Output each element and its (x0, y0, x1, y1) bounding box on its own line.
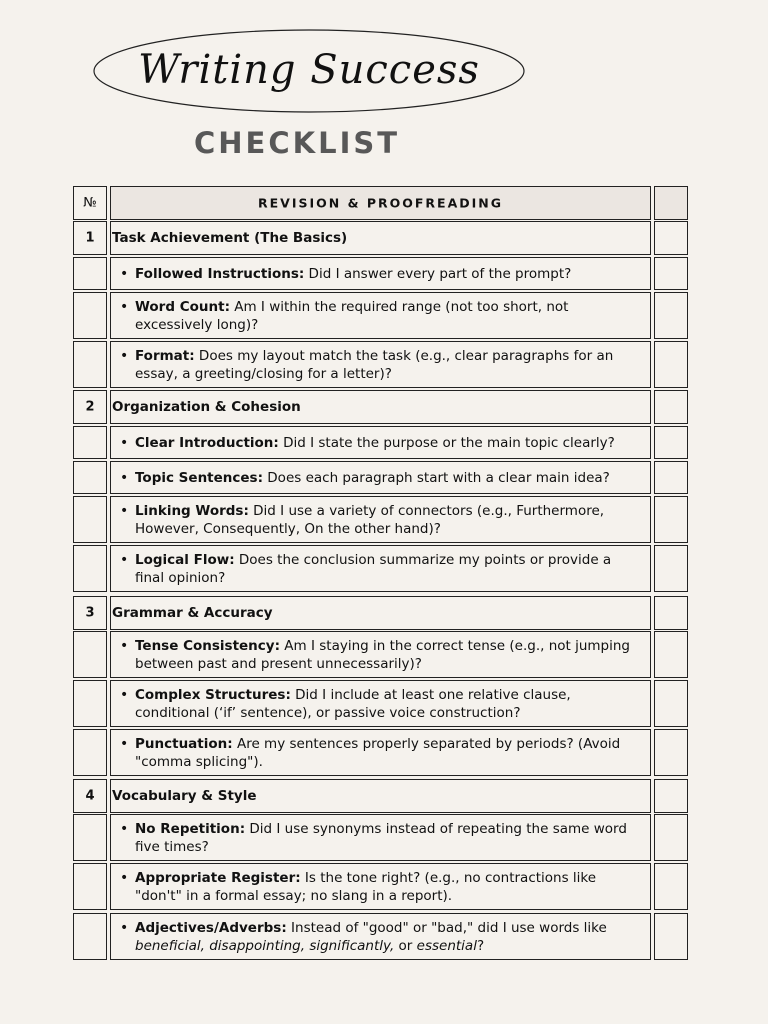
checklist-item (120, 686, 642, 722)
checkbox[interactable] (654, 680, 688, 727)
checkbox[interactable] (654, 341, 688, 388)
number-header: № (83, 195, 97, 211)
section-row (73, 221, 688, 255)
bullet-icon: • (120, 735, 129, 752)
checkbox[interactable] (654, 596, 688, 630)
item-term: Format: (135, 347, 195, 364)
item-text-cell (110, 341, 651, 388)
checkbox[interactable] (654, 779, 688, 813)
checkbox[interactable] (654, 631, 688, 678)
item-term: Logical Flow: (135, 551, 235, 568)
item-text-cell (110, 496, 651, 543)
item-number-cell (73, 814, 107, 861)
item-number-cell (73, 341, 107, 388)
item-term: Punctuation: (135, 735, 233, 752)
table-header-row (73, 186, 688, 220)
bullet-icon: • (120, 347, 129, 364)
item-term: Tense Consistency: (135, 637, 280, 654)
item-number-cell (73, 863, 107, 910)
item-text: Is the tone right? (e.g., no contractions like "don't" in a formal essay; no slang in a report). (135, 869, 597, 904)
checkbox[interactable] (654, 221, 688, 255)
checklist-item-row (73, 913, 688, 960)
item-text: Did I answer every part of the prompt? (304, 265, 572, 282)
bullet-icon: • (120, 919, 129, 936)
checkbox[interactable] (654, 496, 688, 543)
item-text-cell (110, 729, 651, 776)
item-text: Does each paragraph start with a clear main idea? (263, 469, 610, 486)
number-header-cell (73, 186, 107, 220)
item-number-cell (73, 545, 107, 592)
section-number: 1 (85, 230, 95, 246)
section-number-cell (73, 390, 107, 424)
item-text: Did I state the purpose or the main topic clearly? (278, 434, 615, 451)
item-number-cell (73, 913, 107, 960)
item-number-cell (73, 292, 107, 339)
bullet-icon: • (120, 869, 129, 886)
bullet-icon: • (120, 637, 129, 654)
checkbox[interactable] (654, 729, 688, 776)
checklist-item (120, 434, 642, 452)
bullet-icon: • (120, 265, 129, 282)
checkbox[interactable] (654, 814, 688, 861)
checklist-item-row (73, 545, 688, 592)
item-text: Am I within the required range (not too short, not excessively long)? (135, 298, 569, 333)
checklist-item (120, 469, 642, 487)
item-text-cell (110, 814, 651, 861)
item-italic-last: essential (416, 937, 477, 954)
bullet-icon: • (120, 551, 129, 568)
item-text: Did I use synonyms instead of repeating the same word five times? (135, 820, 627, 855)
item-end: ? (476, 937, 485, 954)
item-text: Are my sentences properly separated by periods? (Avoid "comma splicing"). (135, 735, 621, 770)
section-row (73, 596, 688, 630)
checklist-item-row (73, 496, 688, 543)
item-text: Am I staying in the correct tense (e.g., not jumping between past and present unnecessarily)? (135, 637, 630, 672)
item-italic-words: beneficial, disappointing, significantly, (135, 937, 395, 954)
bullet-icon: • (120, 686, 129, 703)
checkbox[interactable] (654, 863, 688, 910)
checklist-item (120, 502, 642, 538)
bullet-icon: • (120, 502, 129, 519)
item-term: Word Count: (135, 298, 230, 315)
item-text-cell (110, 257, 651, 290)
section-title-cell (110, 596, 651, 630)
checklist-item-row (73, 461, 688, 494)
checkbox[interactable] (654, 257, 688, 290)
checkbox[interactable] (654, 461, 688, 494)
checklist-item (120, 265, 642, 283)
item-text: Did I use a variety of connectors (e.g., Furthermore, However, Consequently, On the other hand)? (135, 502, 605, 537)
section-number: 2 (85, 399, 95, 415)
item-number-cell (73, 461, 107, 494)
bullet-icon: • (120, 434, 129, 451)
item-number-cell (73, 729, 107, 776)
item-text-cell (110, 863, 651, 910)
item-term: No Repetition: (135, 820, 246, 837)
bullet-icon: • (120, 469, 129, 486)
item-number-cell (73, 257, 107, 290)
item-text-cell (110, 545, 651, 592)
bullet-icon: • (120, 820, 129, 837)
section-title-cell (110, 390, 651, 424)
item-text: Does my layout match the task (e.g., clear paragraphs for an essay, a greeting/closing for a letter)? (135, 347, 614, 382)
checkbox[interactable] (654, 292, 688, 339)
checklist-item (120, 298, 642, 334)
checklist-item-row (73, 814, 688, 861)
section-number: 4 (85, 788, 95, 804)
item-text: Does the conclusion summarize my points or provide a final opinion? (135, 551, 612, 586)
header-check-cell (654, 186, 688, 220)
checklist-item (120, 637, 642, 673)
checklist-item (120, 919, 642, 955)
section-title: Grammar & Accuracy (112, 605, 273, 621)
item-text-cell (110, 631, 651, 678)
script-title: Writing Success (138, 47, 480, 93)
item-term: Appropriate Register: (135, 869, 301, 886)
section-title: Task Achievement (The Basics) (112, 230, 348, 246)
checkbox[interactable] (654, 390, 688, 424)
section-number-cell (73, 779, 107, 813)
header-title-cell (110, 186, 651, 220)
checklist-item (120, 869, 642, 905)
section-number: 3 (85, 605, 95, 621)
item-text-cell (110, 292, 651, 339)
section-title-cell (110, 779, 651, 813)
item-number-cell (73, 680, 107, 727)
item-number-cell (73, 496, 107, 543)
title-block (92, 28, 526, 116)
checkbox[interactable] (654, 426, 688, 459)
checkbox[interactable] (654, 913, 688, 960)
item-text-cell (110, 461, 651, 494)
section-number-cell (73, 221, 107, 255)
item-term: Adjectives/Adverbs: (135, 919, 287, 936)
item-number-cell (73, 426, 107, 459)
item-text-cell (110, 426, 651, 459)
item-term: Clear Introduction: (135, 434, 279, 451)
table-header-title: REVISION & PROOFREADING (258, 195, 503, 211)
checklist-item (120, 347, 642, 383)
section-title-cell (110, 221, 651, 255)
item-number-cell (73, 631, 107, 678)
checklist-item-row (73, 292, 688, 339)
checklist-heading: CHECKLIST (193, 126, 401, 160)
checklist-item-row (73, 863, 688, 910)
section-number-cell (73, 596, 107, 630)
item-text-cell (110, 680, 651, 727)
checklist-item (120, 820, 642, 856)
checkbox[interactable] (654, 545, 688, 592)
section-title: Vocabulary & Style (112, 788, 257, 804)
checklist-item-row (73, 631, 688, 678)
item-term: Topic Sentences: (135, 469, 263, 486)
checklist-item (120, 551, 642, 587)
bullet-icon: • (120, 298, 129, 315)
item-term: Complex Structures: (135, 686, 291, 703)
section-title: Organization & Cohesion (112, 399, 301, 415)
item-or-word: or (394, 937, 417, 954)
item-term: Linking Words: (135, 502, 249, 519)
section-row (73, 779, 688, 813)
item-term: Followed Instructions: (135, 265, 305, 282)
checklist-item-row (73, 680, 688, 727)
checklist-item-row (73, 729, 688, 776)
section-row (73, 390, 688, 424)
checklist-item-row (73, 341, 688, 388)
checklist-item-row (73, 426, 688, 459)
checklist-item (120, 735, 642, 771)
item-text: Instead of "good" or "bad," did I use words like (286, 919, 607, 936)
checklist-item-row (73, 257, 688, 290)
item-text-cell (110, 913, 651, 960)
item-text: Did I include at least one relative clause, conditional (‘if’ sentence), or passive voice construction? (135, 686, 571, 721)
